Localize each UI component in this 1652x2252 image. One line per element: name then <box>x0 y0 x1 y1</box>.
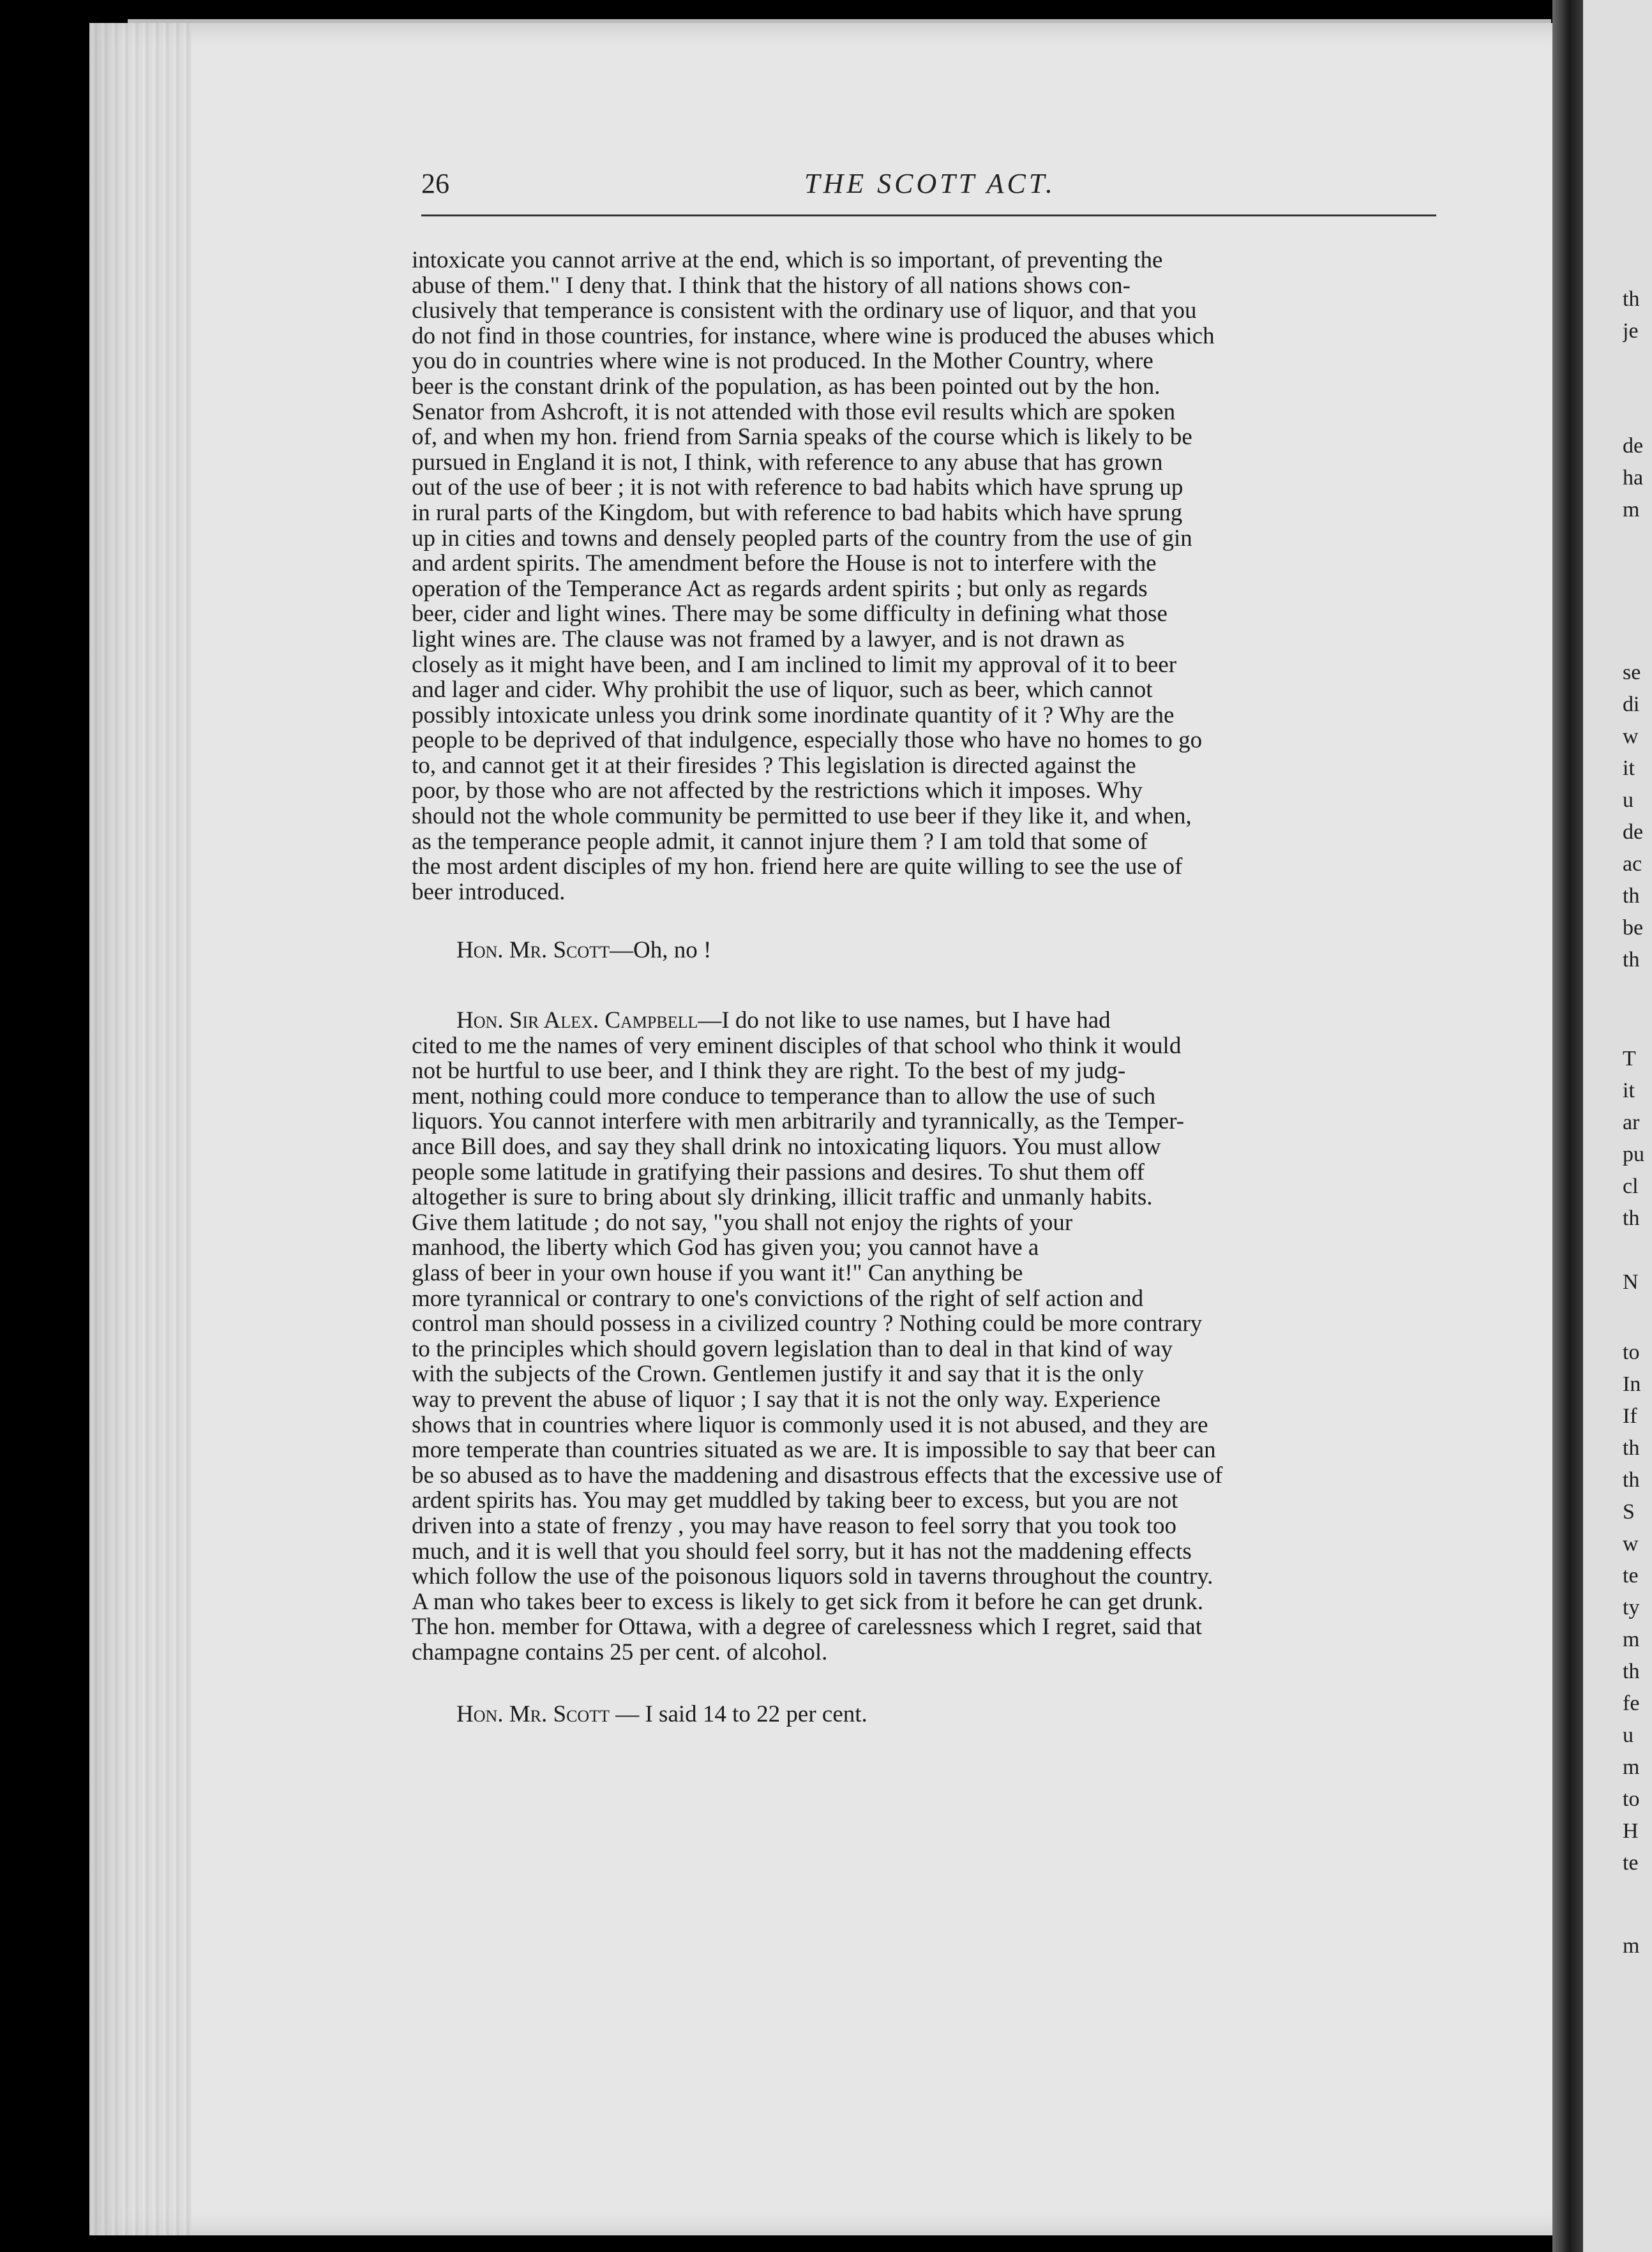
facing-page-fragment: be <box>1623 916 1644 940</box>
facing-page-fragment: th <box>1623 1436 1640 1460</box>
facing-page-fragment: te <box>1623 1564 1639 1588</box>
facing-page-fragment: m <box>1623 1628 1640 1651</box>
facing-page-fragment: te <box>1623 1851 1639 1875</box>
facing-page-fragment: th <box>1623 948 1640 972</box>
facing-page-fragment: th <box>1623 1468 1640 1492</box>
facing-page-fragment: S <box>1623 1500 1635 1524</box>
facing-page-fragment: fe <box>1623 1692 1640 1715</box>
facing-page-fragment: pu <box>1623 1143 1644 1166</box>
facing-page-fragment: In <box>1623 1372 1641 1396</box>
facing-page-fragment: T <box>1623 1047 1636 1070</box>
speech-text: — I said 14 to 22 per cent. <box>609 1701 867 1728</box>
speaker-name: Hon. Mr. Scott <box>456 937 610 964</box>
speech-text: —Oh, no ! <box>609 937 712 964</box>
facing-page-fragment: cl <box>1623 1175 1639 1198</box>
facing-page-fragment: N <box>1623 1270 1639 1294</box>
facing-page-fragment: u <box>1623 1723 1633 1747</box>
facing-page-fragment: it <box>1623 1079 1635 1102</box>
facing-page-fragment: ty <box>1623 1596 1640 1619</box>
facing-page-fragment: w <box>1623 724 1639 748</box>
speaker-name: Hon. Sir Alex. Campbell <box>456 1007 698 1034</box>
speaker-line <box>412 938 1439 963</box>
page-body <box>412 248 1439 1727</box>
facing-page-fragment: th <box>1623 287 1640 311</box>
facing-page-fragment: w <box>1623 1532 1639 1556</box>
facing-page-fragment: th <box>1623 1660 1640 1683</box>
facing-page-fragment: ar <box>1623 1111 1640 1134</box>
speaker-name: Hon. Mr. Scott <box>456 1701 610 1728</box>
facing-page-fragment: di <box>1623 693 1640 716</box>
facing-page-fragment: ac <box>1623 852 1642 876</box>
facing-page-fragment: ha <box>1623 466 1644 490</box>
facing-page-fragment: th <box>1623 1206 1640 1230</box>
facing-page-fragment: je <box>1623 319 1639 343</box>
speaker-line <box>412 1702 1439 1727</box>
facing-page-fragment: m <box>1623 1934 1640 1958</box>
book-gutter <box>1552 0 1583 2252</box>
header-rule <box>421 214 1436 216</box>
speech-text: —I do not like to use names, but I have had cited to me the names of very eminent disciples of that school who think it would not be hurtful to use beer, and I think they are right. To the best of my judg- ment, nothing could more conduce to temperance than to allow the use of such liquors. You cannot interfere with men arbitrarily and tyrannically, as the Temper- ance Bill does, and say they shall drink no intoxicating liquors. You must allow people some latitude in gratifying their passions and desires. To shut them off altogether is sure to bring about sly drinking, illicit traffic and unmanly habits. Give them latitude ; do not say, "you shall not enjoy the rights of your manhood, the liberty which God has given you; you cannot have a glass of beer in your own house if you want it!" Can anything be more tyrannical or contrary to one's convictions of the right of self action and control man should possess in a civilized country ? Nothing could be more contrary to the principles which should govern legislation than to deal in that kind of way with the subjects of the Crown. Gentlemen justify it and say that it is the only way to prevent the abuse of liquor ; I say that it is not the only way. Experience shows that in countries where liquor is commonly used it is not abused, and they are more temperate than countries situated as we are. It is impossible to say that beer can be so abused as to have the maddening and disastrous effects that the excessive use of ardent spirits has. You may get muddled by taking beer to excess, but you are not driven into a state of frenzy , you may have reason to feel sorry that you took too much, and it is well that you should feel sorry, but it has not the maddening effects which follow the use of the poisonous liquors sold in taverns throughout the country. A man who takes beer to excess is likely to get sick from it before he can get drunk. The hon. member for Ottawa, with a degree of carelessness which I regret, said that champagne contains 25 per cent. of alcohol. <box>412 1007 1223 1665</box>
facing-page-fragment: se <box>1623 661 1641 684</box>
facing-page-fragment: to <box>1623 1787 1640 1811</box>
paragraph: intoxicate you cannot arrive at the end, which is so important, of preventing the abuse of them." I deny that. I think that the history of all nations shows con- clusively that temperance is consistent with the ordinary use of liquor, and that you do not find in those countries, for instance, where wine is produced the abuses which you do in countries where wine is not produced. In the Mother Country, where beer is the constant drink of the population, as has been pointed out by the hon. Senator from Ashcroft, it is not attended with those evil results which are spoken of, and when my hon. friend from Sarnia speaks of the course which is likely to be pursued in England it is not, I think, with reference to any abuse that has grown out of the use of beer ; it is not with reference to bad habits which have sprung up in rural parts of the Kingdom, but with reference to bad habits which have sprung up in cities and towns and densely peopled parts of the country from the use of gin and ardent spirits. The amendment before the House is not to interfere with the operation of the Temperance Act as regards ardent spirits ; but only as regards beer, cider and light wines. There may be some difficulty in defining what those light wines are. The clause was not framed by a lawyer, and is not drawn as closely as it might have been, and I am inclined to limit my approval of it to beer and lager and cider. Why prohibit the use of liquor, such as beer, which cannot possibly intoxicate unless you drink some inordinate quantity of it ? Why are the people to be deprived of that indulgence, especially those who have no homes to go to, and cannot get it at their firesides ? This legislation is directed against the poor, by those who are not affected by the restrictions which it imposes. Why should not the whole community be permitted to use beer if they like it, and when, as the temperance people admit, it cannot injure them ? I am told that some of the most ardent disciples of my hon. friend here are quite willing to see the use of beer introduced. <box>412 247 1215 905</box>
facing-page-fragment: m <box>1623 1755 1640 1779</box>
facing-page-fragment: to <box>1623 1340 1640 1364</box>
facing-page-fragment: th <box>1623 884 1640 908</box>
running-head <box>421 167 1436 214</box>
facing-page-fragment: If <box>1623 1404 1637 1428</box>
facing-page-fragment: u <box>1623 788 1633 812</box>
speaker-paragraph <box>412 1008 1439 1665</box>
page-stack-edges <box>89 23 191 2235</box>
facing-page-fragment: m <box>1623 498 1640 522</box>
facing-page-fragment: de <box>1623 820 1644 844</box>
facing-page-fragment: de <box>1623 434 1644 458</box>
page-number: 26 <box>421 168 449 199</box>
facing-page-fragment: it <box>1623 756 1635 780</box>
running-title: THE SCOTT ACT. <box>804 168 1056 199</box>
facing-page-fragment: H <box>1623 1819 1639 1843</box>
